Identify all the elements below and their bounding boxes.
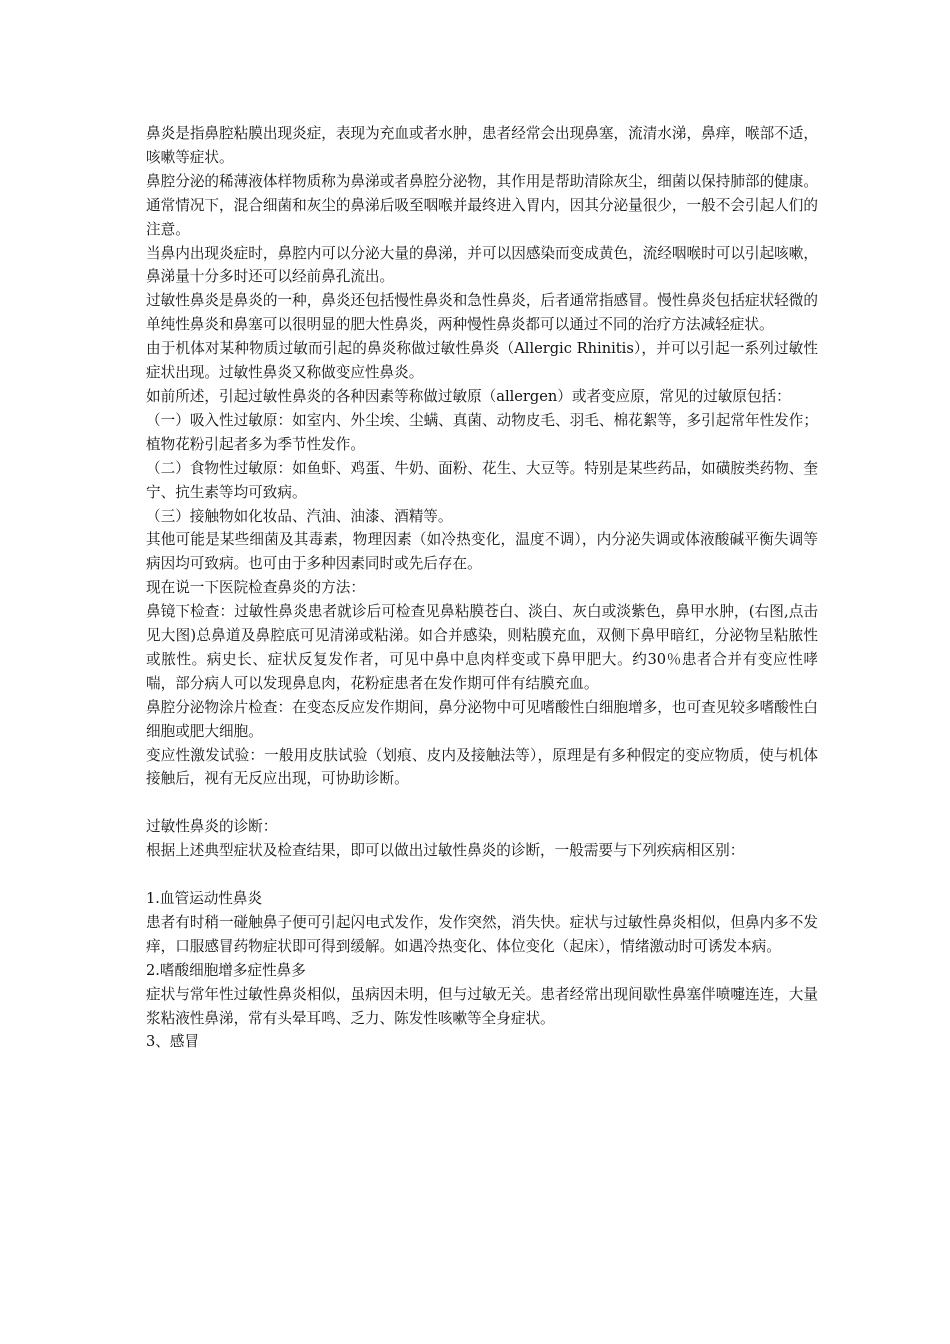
paragraph-allergic-rhinitis: 由于机体对某种物质过敏而引起的鼻炎称做过敏性鼻炎（Allergic Rhinitis），并可以引起一系列过敏性症状出现。过敏性鼻炎又称做变应性鼻炎。 <box>146 340 818 382</box>
paragraph-inflammation: 当鼻内出现炎症时，鼻腔内可以分泌大量的鼻涕，并可以因感染而变成黄色，流经咽喉时可以引起咳嗽，鼻涕量十分多时还可以经前鼻孔流出。 <box>146 244 818 286</box>
paragraph-exam-intro: 现在说一下医院检查鼻炎的方法： <box>146 579 365 597</box>
subheading-vasomotor-rhinitis: 1.血管运动性鼻炎 <box>146 889 263 907</box>
paragraph-rhinitis-types: 过敏性鼻炎是鼻炎的一种，鼻炎还包括慢性鼻炎和急性鼻炎，后者通常指感冒。慢性鼻炎包括症状轻微的单纯性鼻炎和鼻塞可以很明显的肥大性鼻炎，两种慢性鼻炎都可以通过不同的治疗方法减轻症状。 <box>146 292 818 334</box>
subheading-common-cold: 3、感冒 <box>146 1033 200 1051</box>
paragraph-vasomotor-rhinitis: 患者有时稍一碰触鼻子便可引起闪电式发作，发作突然，消失快。症状与过敏性鼻炎相似，但鼻内多不发痒，口服感冒药物症状即可得到缓解。如遇冷热变化、体位变化（起床），情绪激动时可诱发本病。 <box>146 913 818 955</box>
paragraph-nasal-secretion: 鼻腔分泌的稀薄液体样物质称为鼻涕或者鼻腔分泌物，其作用是帮助清除灰尘，细菌以保持肺部的健康。通常情况下，混合细菌和灰尘的鼻涕后吸至咽喉并最终进入胃内，因其分泌量很少，一般不会引起人们的注意。 <box>146 172 818 238</box>
paragraph-eosinophilic-rhinitis: 症状与常年性过敏性鼻炎相似，虽病因未明，但与过敏无关。患者经常出现间歇性鼻塞伴喷嚏连连，大量浆粘液性鼻涕，常有头晕耳鸣、乏力、陈发性咳嗽等全身症状。 <box>146 985 818 1027</box>
paragraph-smear-test: 鼻腔分泌物涂片检查：在变态反应发作期间，鼻分泌物中可见嗜酸性白细胞增多，也可查见较多嗜酸性白细胞或肥大细胞。 <box>146 698 818 740</box>
section-heading-diagnosis: 过敏性鼻炎的诊断： <box>146 818 278 836</box>
paragraph-provocation-test: 变应性激发试验：一般用皮肤试验（划痕、皮内及接触法等），原理是有多种假定的变应物质，使与机体接触后，视有无反应出现，可协助诊断。 <box>146 746 818 788</box>
paragraph-other-causes: 其他可能是某些细菌及其毒素，物理因素（如冷热变化，温度不调），内分泌失调或体液酸碱平衡失调等病因均可致病。也可由于多种因素同时或先后存在。 <box>146 531 818 573</box>
paragraph-food-allergens: （二）食物性过敏原：如鱼虾、鸡蛋、牛奶、面粉、花生、大豆等。特别是某些药品，如磺胺类药物、奎宁、抗生素等均可致病。 <box>146 459 818 501</box>
blank-line <box>146 791 818 815</box>
paragraph-contact-allergens: （三）接触物如化妆品、汽油、油漆、酒精等。 <box>146 507 453 525</box>
paragraph-rhinoscopy: 鼻镜下检查：过敏性鼻炎患者就诊后可检查见鼻粘膜苍白、淡白、灰白或淡紫色，鼻甲水肿，(右图,点击见大图)总鼻道及鼻腔底可见清涕或粘涕。如合并感染，则粘膜充血，双侧下鼻甲暗红，分泌物呈粘脓性或脓性。病史长、症状反复发作者，可见中鼻中息肉样变或下鼻甲肥大。约30％患者合并有变应性哮喘，部分病人可以发现鼻息肉，花粉症患者在发作期可伴有结膜充血。 <box>146 603 818 692</box>
paragraph-inhaled-allergens: （一）吸入性过敏原：如室内、外尘埃、尘螨、真菌、动物皮毛、羽毛、棉花絮等，多引起常年性发作；植物花粉引起者多为季节性发作。 <box>146 411 818 453</box>
document-body <box>146 122 818 1054</box>
paragraph-rhinitis-definition: 鼻炎是指鼻腔粘膜出现炎症，表现为充血或者水肿，患者经常会出现鼻塞，流清水涕，鼻痒，喉部不适，咳嗽等症状。 <box>146 125 818 166</box>
subheading-eosinophilic-rhinitis: 2.嗜酸细胞增多症性鼻多 <box>146 961 306 979</box>
paragraph-diagnosis: 根据上述典型症状及检查结果，即可以做出过敏性鼻炎的诊断，一般需要与下列疾病相区别： <box>146 842 745 860</box>
blank-line <box>146 863 818 887</box>
paragraph-allergen-intro: 如前所述，引起过敏性鼻炎的各种因素等称做过敏原（allergen）或者变应原，常见的过敏原包括： <box>146 387 791 405</box>
